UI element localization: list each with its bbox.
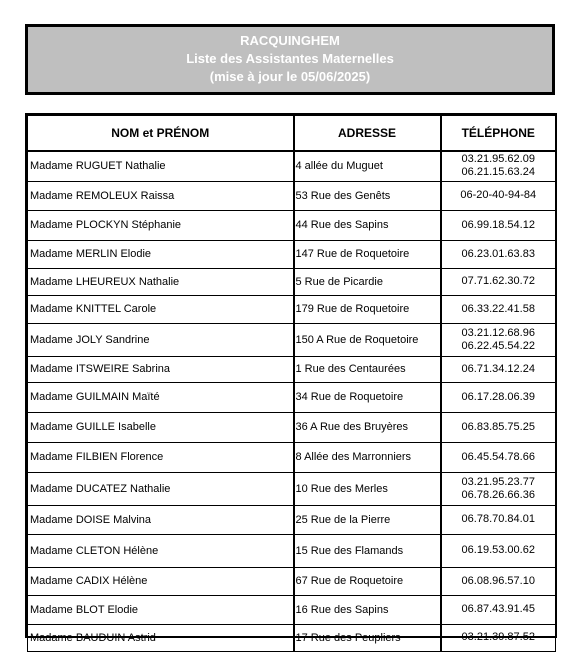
cell-address: 44 Rue des Sapins	[294, 210, 441, 240]
cell-name: Madame CLETON Hélène	[28, 534, 294, 567]
cell-address: 36 A Rue des Bruyères	[294, 412, 441, 442]
cell-phone	[441, 210, 556, 240]
table-row	[28, 240, 556, 268]
column-header-name: NOM et PRÉNOM	[28, 116, 294, 152]
cell-phone	[441, 181, 556, 210]
cell-address: 17 Rue des Peupliers	[294, 624, 441, 651]
cell-address: 34 Rue de Roquetoire	[294, 382, 441, 412]
phone-number: 06.33.22.41.58	[461, 302, 535, 315]
column-header-address: ADRESSE	[294, 116, 441, 152]
phone-number: 06.87.43.91.45	[461, 603, 535, 615]
cell-name: Madame REMOLEUX Raissa	[28, 181, 294, 210]
cell-phone	[441, 240, 556, 268]
table-header-row	[28, 116, 556, 152]
cell-phone	[441, 505, 556, 534]
assistants-table-container	[25, 113, 557, 644]
cell-phone	[441, 295, 556, 323]
cell-name: Madame ITSWEIRE Sabrina	[28, 356, 294, 382]
cell-address: 67 Rue de Roquetoire	[294, 567, 441, 595]
phone-number: 03.21.39.87.52	[461, 631, 535, 643]
cell-address: 150 A Rue de Roquetoire	[294, 323, 441, 356]
table-body	[28, 151, 556, 651]
phone-number: 06.22.45.54.22	[461, 339, 535, 352]
cell-phone	[441, 268, 556, 295]
cell-name: Madame PLOCKYN Stéphanie	[28, 210, 294, 240]
cell-name: Madame DOISE Malvina	[28, 505, 294, 534]
phone-number: 06.45.54.78.66	[461, 450, 535, 463]
table-row	[28, 323, 556, 356]
cell-phone	[441, 412, 556, 442]
phone-number: 03.21.95.62.09	[461, 153, 535, 166]
phone-number: 06.78.26.66.36	[461, 488, 535, 501]
table-row	[28, 624, 556, 651]
cell-name: Madame KNITTEL Carole	[28, 295, 294, 323]
cell-name: Madame FILBIEN Florence	[28, 442, 294, 472]
phone-number: 06.99.18.54.12	[461, 218, 535, 231]
phone-number: 06-20-40-94-84	[460, 189, 537, 201]
table-row	[28, 412, 556, 442]
phone-number: 06.21.15.63.24	[461, 166, 535, 179]
table-row	[28, 268, 556, 295]
table-row	[28, 472, 556, 505]
cell-address: 4 allée du Muguet	[294, 151, 441, 181]
cell-phone	[441, 534, 556, 567]
phone-number: 03.21.95.23.77	[461, 475, 535, 488]
cell-address: 15 Rue des Flamands	[294, 534, 441, 567]
cell-phone	[441, 595, 556, 624]
phone-number: 06.83.85.75.25	[461, 420, 535, 433]
update-date: (mise à jour le 05/06/2025)	[209, 69, 371, 84]
table-row	[28, 534, 556, 567]
cell-name: Madame BAUDUIN Astrid	[28, 624, 294, 651]
cell-address: 10 Rue des Merles	[294, 472, 441, 505]
cell-address: 25 Rue de la Pierre	[294, 505, 441, 534]
table-row	[28, 181, 556, 210]
cell-phone	[441, 356, 556, 382]
cell-phone	[441, 323, 556, 356]
cell-name: Madame LHEUREUX Nathalie	[28, 268, 294, 295]
cell-phone	[441, 151, 556, 181]
phone-number: 06.23.01.63.83	[461, 247, 535, 260]
assistants-table	[27, 115, 556, 652]
cell-name: Madame GUILLE Isabelle	[28, 412, 294, 442]
phone-number: 07.71.62.30.72	[461, 275, 535, 287]
title-banner	[25, 24, 555, 95]
table-row	[28, 356, 556, 382]
phone-number: 06.19.53.00.62	[461, 544, 535, 556]
cell-address: 1 Rue des Centaurées	[294, 356, 441, 382]
cell-name: Madame MERLIN Elodie	[28, 240, 294, 268]
town-name: RACQUINGHEM	[240, 33, 340, 48]
table-row	[28, 505, 556, 534]
cell-phone	[441, 382, 556, 412]
cell-phone	[441, 624, 556, 651]
table-row	[28, 151, 556, 181]
table-row	[28, 567, 556, 595]
cell-address: 147 Rue de Roquetoire	[294, 240, 441, 268]
cell-name: Madame CADIX Hélène	[28, 567, 294, 595]
phone-number: 06.71.34.12.24	[461, 362, 535, 375]
phone-number: 06.78.70.84.01	[461, 513, 535, 525]
cell-name: Madame RUGUET Nathalie	[28, 151, 294, 181]
table-row	[28, 295, 556, 323]
cell-name: Madame GUILMAIN Maïté	[28, 382, 294, 412]
table-row	[28, 442, 556, 472]
cell-phone	[441, 567, 556, 595]
cell-name: Madame BLOT Elodie	[28, 595, 294, 624]
table-row	[28, 382, 556, 412]
cell-address: 179 Rue de Roquetoire	[294, 295, 441, 323]
document-title: Liste des Assistantes Maternelles	[186, 51, 394, 66]
cell-address: 16 Rue des Sapins	[294, 595, 441, 624]
phone-number: 06.17.28.06.39	[461, 390, 535, 403]
table-row	[28, 210, 556, 240]
cell-phone	[441, 472, 556, 505]
cell-name: Madame JOLY Sandrine	[28, 323, 294, 356]
cell-phone	[441, 442, 556, 472]
cell-address: 53 Rue des Genêts	[294, 181, 441, 210]
cell-address: 5 Rue de Picardie	[294, 268, 441, 295]
cell-address: 8 Allée des Marronniers	[294, 442, 441, 472]
table-row	[28, 595, 556, 624]
phone-number: 06.08.96.57.10	[461, 574, 535, 587]
column-header-phone: TÉLÉPHONE	[441, 116, 556, 152]
phone-number: 03.21.12.68.96	[461, 326, 535, 339]
cell-name: Madame DUCATEZ Nathalie	[28, 472, 294, 505]
